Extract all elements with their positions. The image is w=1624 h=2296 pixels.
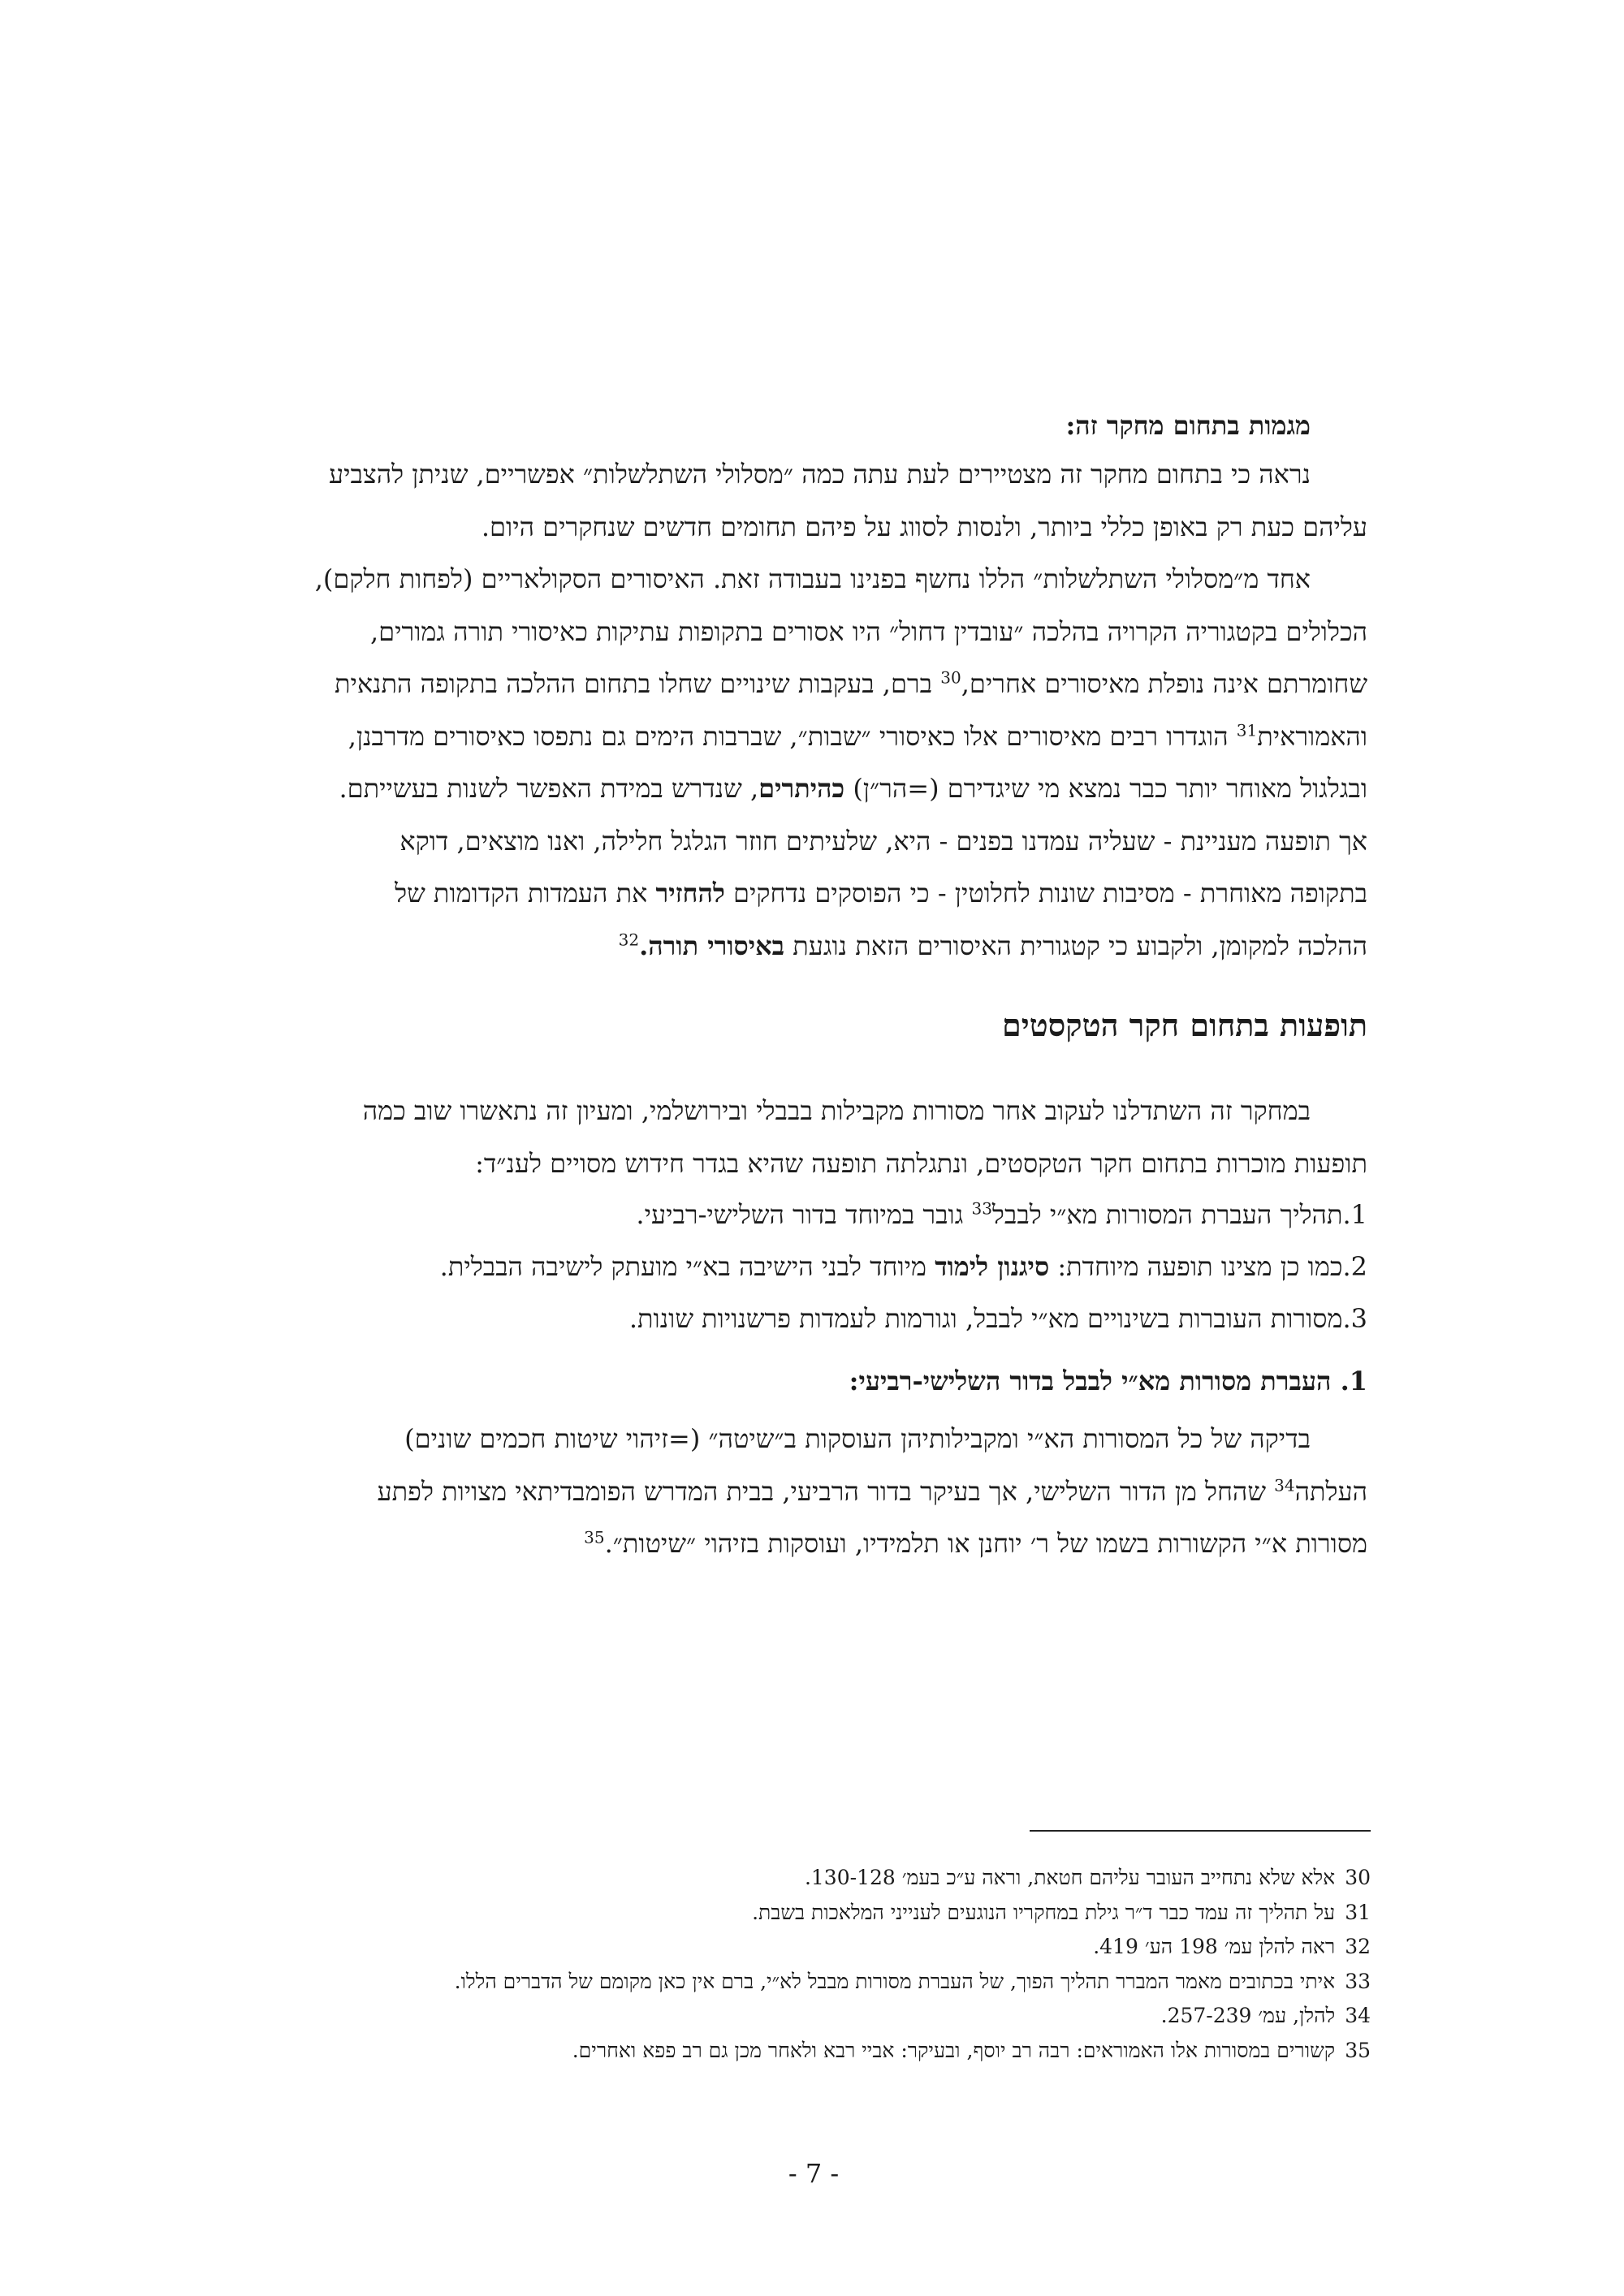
paragraph-2-line-3 (205, 658, 1367, 710)
subheading-transfer-traditions: 1. העברת מסורות מא״י לבבל בדור השלישי-רביעי: (849, 1366, 1367, 1396)
paragraph-2-line-5 (205, 762, 1367, 815)
footnotes-list (201, 1861, 1371, 2068)
paragraph-3-line-2: תופעות מוכרות בתחום חקר הטקסטים, ונתגלתה תופעה שהיא בגדר חידוש מסויים לענ״ד: (475, 1147, 1367, 1179)
footnote-number: 35 (1345, 2038, 1371, 2062)
text-run: גובר במיוחד בדור השלישי-רביעי. (636, 1199, 972, 1230)
text-run: ההלכה למקומן, ולקבוע כי קטגורית האיסורים הזאת נוגעת (784, 930, 1367, 961)
footnote-ref-30: 30 (940, 667, 961, 688)
bold-term: סיגנון לימוד (935, 1251, 1050, 1282)
footnote-text: איתי בכתובים מאמר המברר תהליך הפוך, של העברת מסורות מבבל לא״י, ברם אין כאן מקומם של הדברים הללו. (454, 1969, 1336, 1993)
footnote-item (201, 1930, 1371, 1965)
footnote-number: 32 (1345, 1935, 1371, 1958)
footnote-text: קשורים במסורות אלו האמוראים: רבה רב יוסף, ובעיקר: אביי רבא ולאחר מכן גם רב פפא ואחרים. (572, 2038, 1336, 2062)
footnote-text: אלא שלא נתחייב העובר עליהם חטאת, וראה ע״כ בעמ׳ 130-128. (804, 1866, 1336, 1889)
text-run: בתקופה מאוחרת - מסיבות שונות לחלוטין - כי הפוסקים נדחקים (724, 878, 1367, 908)
text-run: , שנדרש במידת האפשר לשנות בעשייתם. (339, 773, 759, 804)
text-run: ובגלגול מאוחר יותר כבר נמצא מי שיגדירם (=הר״ן) (844, 773, 1367, 804)
phenomena-list (205, 1189, 1367, 1344)
section-heading-trends: מגמות בתחום מחקר זה: (1065, 410, 1311, 441)
footnote-ref-33: 33 (971, 1198, 992, 1219)
paragraph-4-line-2 (205, 1465, 1367, 1518)
list-item (205, 1189, 1367, 1241)
footnote-item (201, 1999, 1371, 2034)
text-run: 2.כמו כן מצינו תופעה מיוחדת: (1049, 1251, 1367, 1282)
text-run: מסורות א״י הקשורות בשמו של ר׳ יוחנן או תלמידיו, ועוסקות בזיהוי ״שיטות״. (604, 1528, 1367, 1559)
text-run: מיוחד לבני הישיבה בא״י מועתק לישיבה הבבלית. (439, 1251, 935, 1282)
text-run: שחומרתם אינה נופלת מאיסורים אחרים, (961, 668, 1367, 699)
footnote-number: 31 (1345, 1900, 1371, 1924)
list-item: 3.מסורות העוברות בשינויים מא״י לבבל, וגורמות לעמדות פרשנויות שונות. (628, 1303, 1367, 1334)
paragraph-2-line-6: אך תופעה מעניינת - שעליה עמדנו בפנים - היא, שלעיתים חוזר הגלגל חלילה, ואנו מוצאים, דוקא (400, 825, 1367, 857)
section-heading-text-research: תופעות בתחום חקר הטקסטים (1002, 1007, 1367, 1043)
paragraph-2-line-2: הכלולים בקטגוריה הקרויה בהלכה ״עובדין דחול״ היו אסורים בתקופות עתיקות כאיסורי תורה גמורים, (369, 615, 1367, 647)
footnote-number: 34 (1345, 2004, 1371, 2027)
footnote-ref-32: 32 (618, 929, 640, 949)
paragraph-3-line-1: במחקר זה השתדלנו לעקוב אחר מסורות מקבילות בבבלי ובירושלמי, ומעיון זה נתאשרו שוב כמה (362, 1095, 1311, 1126)
footnote-ref-34: 34 (1274, 1474, 1295, 1495)
footnote-text: להלן, עמ׳ 257-239. (1160, 2004, 1336, 2027)
text-run: 1.תהליך העברת המסורות מא״י לבבל (991, 1199, 1367, 1230)
paragraph-2-line-4 (205, 710, 1367, 763)
bold-term: כהיתרים (758, 773, 845, 804)
paragraph-4-line-1: בדיקה של כל המסורות הא״י ומקבילותיהן העוסקות ב״שיטה״ (=זיהוי שיטות חכמים שונים) (404, 1423, 1311, 1454)
paragraph-1-line-2: עליהם כעת רק באופן כללי ביותר, ולנסות לסווג על פיהם תחומים חדשים שנחקרים היום. (481, 511, 1367, 542)
bold-term: להחזיר (655, 878, 725, 908)
text-research-body (205, 1085, 1367, 1189)
text-run: ברם, בעקבות שינויים שחלו בתחום ההלכה בתקופה התנאית (334, 668, 941, 699)
text-run: את העמדות הקדומות של (395, 878, 656, 908)
footnote-number: 30 (1345, 1866, 1371, 1889)
footnote-item (201, 2034, 1371, 2069)
footnote-item (201, 1861, 1371, 1896)
paragraph-2-line-8 (205, 920, 1367, 973)
footnote-ref-35: 35 (584, 1527, 605, 1547)
paragraph-2-line-1: אחד מ״מסלולי השתלשלות״ הללו נחשף בפנינו בעבודה זאת. האיסורים הסקולאריים (לפחות חלקם), (314, 563, 1311, 594)
text-run: העלתה (1294, 1475, 1367, 1507)
footnote-divider (1030, 1830, 1371, 1832)
transfer-section-body (205, 1413, 1367, 1570)
footnote-item (201, 1965, 1371, 2000)
paragraph-2-line-7 (205, 867, 1367, 920)
text-run: שהחל מן הדור השלישי, אך בעיקר בדור הרביעי, בבית המדרש הפומבדיתאי מצויות לפתע (377, 1475, 1275, 1507)
footnote-number: 33 (1345, 1969, 1371, 1993)
paragraph-1-line-1: נראה כי בתחום מחקר זה מצטיירים לעת עתה כמה ״מסלולי השתלשלות״ אפשריים, שניתן להצביע (329, 459, 1311, 490)
footnote-ref-31: 31 (1236, 719, 1258, 740)
page-number: - 7 - (788, 2158, 840, 2189)
trends-section-body (205, 448, 1367, 972)
bold-term: באיסורי תורה. (639, 930, 785, 961)
footnote-text: על תהליך זה עמד כבר ד״ר גילת במחקריו הנוגעים לענייני המלאכות בשבת. (752, 1900, 1336, 1924)
paragraph-4-line-3 (205, 1517, 1367, 1570)
text-run: הוגדרו רבים מאיסורים אלו כאיסורי ״שבות״, שברבות הימים גם נתפסו כאיסורים מדרבנן, (348, 720, 1237, 752)
text-run: והאמוראית (1257, 720, 1367, 752)
footnote-item (201, 1896, 1371, 1931)
list-item (205, 1241, 1367, 1293)
footnote-text: ראה להלן עמ׳ 198 הע׳ 419. (1093, 1935, 1336, 1958)
